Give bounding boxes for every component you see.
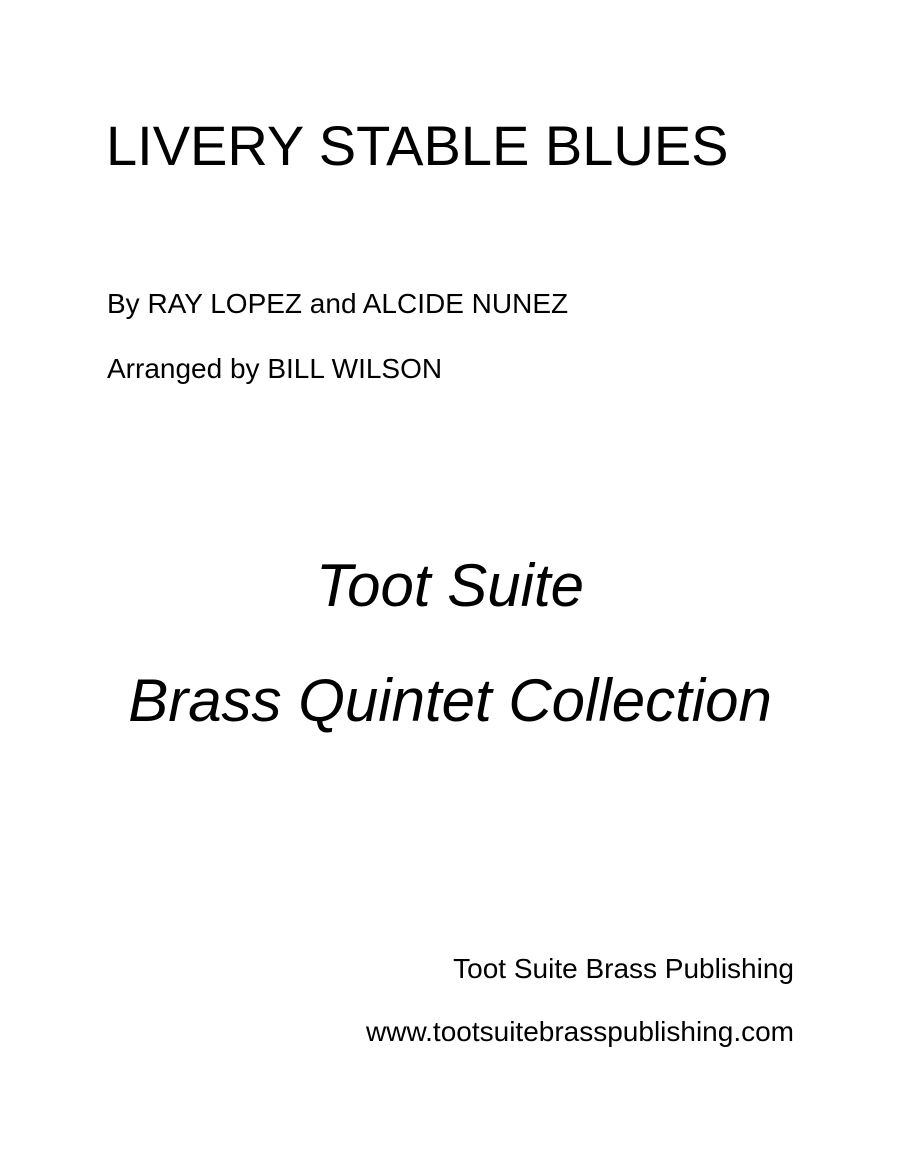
composer-credit: By RAY LOPEZ and ALCIDE NUNEZ xyxy=(107,288,569,319)
arranger-credit: Arranged by BILL WILSON xyxy=(107,353,443,384)
publisher-website: www.tootsuitebrasspublishing.com xyxy=(366,1016,794,1047)
collection-name: Brass Quintet Collection xyxy=(128,667,772,734)
series-name: Toot Suite xyxy=(316,552,584,619)
publisher-name: Toot Suite Brass Publishing xyxy=(453,953,794,984)
piece-title: LIVERY STABLE BLUES xyxy=(106,114,729,177)
